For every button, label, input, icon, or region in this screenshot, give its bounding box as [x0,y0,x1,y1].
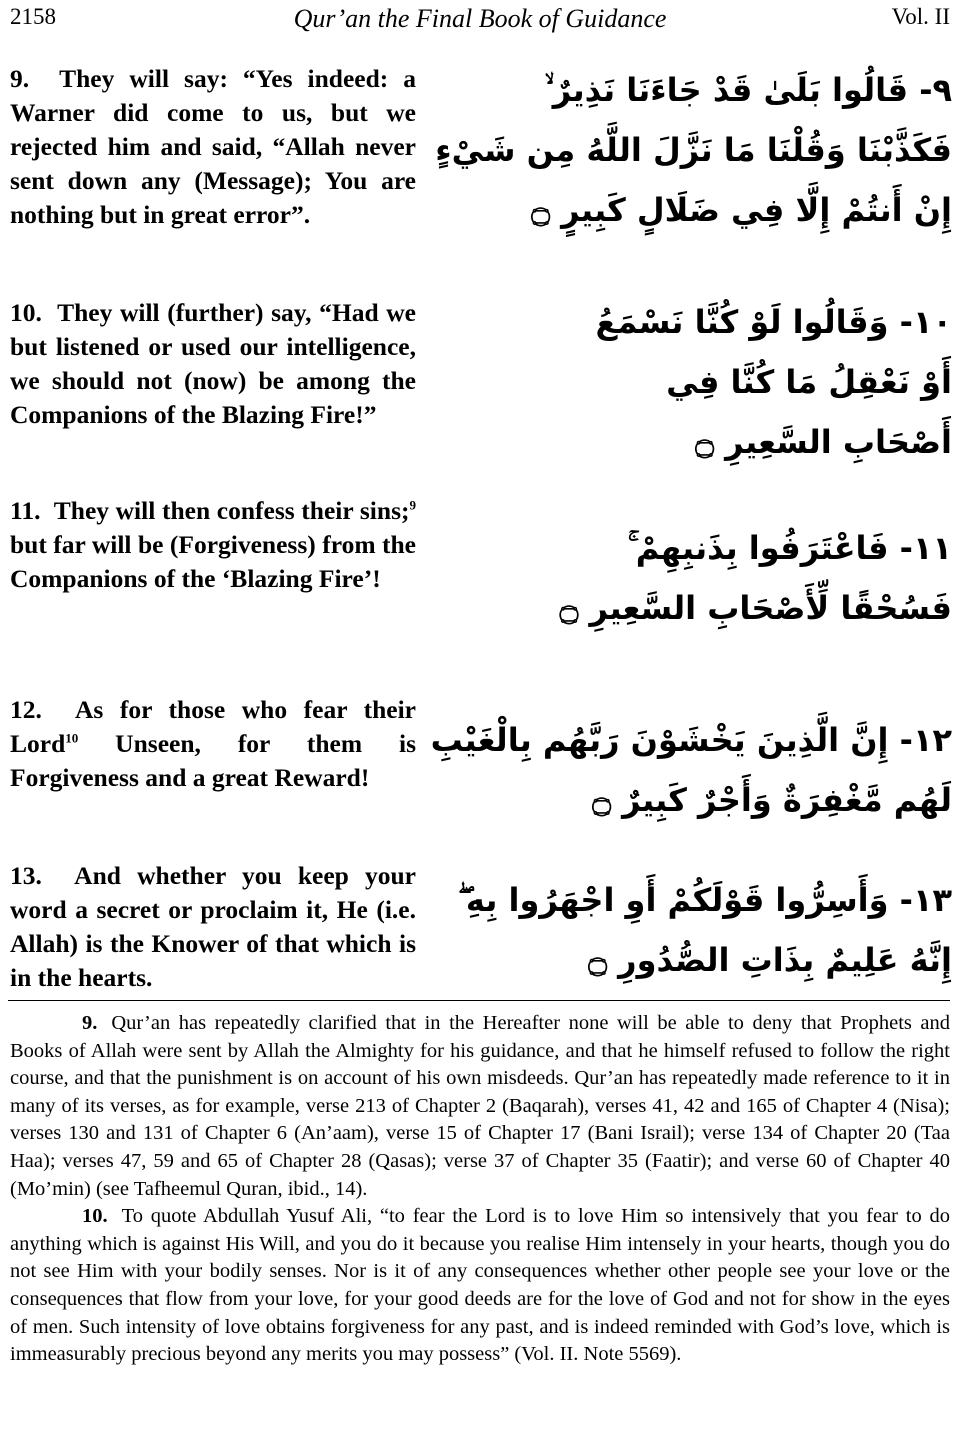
verse-text: They will (further) say, “Had we but listened or used our intelligence, we should not (now) be among the Companions of the Blazing Fire!” [10,298,416,429]
arabic-line: فَسُحْقًا لِّأَصْحَابِ السَّعِيرِ ۝ [559,589,952,627]
verse-number: 12. [10,695,42,724]
footnote-ref-9[interactable]: 9 [409,497,416,513]
footnote-number: 10. [82,1205,108,1228]
footnote-divider [8,1000,950,1001]
verse-text-cont: Unseen, for them is Forgiveness and a great Reward! [10,729,416,792]
arabic-line: أَصْحَابِ السَّعِيرِ ۝ [695,423,952,461]
verse-13-arabic [457,870,952,990]
verse-number: 13. [10,861,42,890]
arabic-line: ١٣- وَأَسِرُّوا قَوْلَكُمْ أَوِ اجْهَرُوا بِهِ ۖ [457,881,952,919]
verse-12-translation [10,693,416,795]
footnote-number: 9. [82,1012,98,1034]
page-header [10,4,950,36]
arabic-line: ٩- قَالُوا بَلَىٰ قَدْ جَاءَنَا نَذِيرٌ ۙ [544,71,952,109]
arabic-line: أَوْ نَعْقِلُ مَا كُنَّا فِي [666,363,952,401]
verse-number: 11. [10,496,41,525]
verse-10-translation [10,296,416,432]
book-title: Qur’an the Final Book of Guidance [293,4,667,33]
arabic-line: لَهُم مَّغْفِرَةٌ وَأَجْرٌ كَبِيرٌ ۝ [592,781,952,819]
verse-text: And whether you keep your word a secret or proclaim it, He (i.e. Allah) is the Knower of that which is in the hearts. [10,861,416,992]
arabic-line: إِنْ أَنتُمْ إِلَّا فِي ضَلَالٍ كَبِيرٍ ۝ [531,191,952,229]
verse-number: 10. [10,298,42,327]
verse-text: They will say: “Yes indeed: a Warner did come to us, but we rejected him and said, “Allah never sent down any (Message); You are nothing but in great error”. [10,64,416,229]
arabic-line: فَكَذَّبْنَا وَقُلْنَا مَا نَزَّلَ اللَّهُ مِن شَيْءٍ [435,131,952,169]
verse-text: As for those who fear their Lord [10,695,417,758]
footnotes [10,1010,950,1369]
footnote-text: To quote Abdullah Yusuf Ali, “to fear the Lord is to love Him so intensively that you fear to do anything which is against His Will, and you do it because you realise Him intensely in your hearts, though you do not see Him with your bodily senses. Nor is it of any consequences whether other people see your love or the consequences that flow from your love, for your good deeds are for the love of God and not for show in the eyes of men. Such intensity of love obtains forgiveness for any past, and is indeed reminded with God’s love, which is immeasurably precious beyond any merits you may possess” (Vol. II. Note 5569). [10,1205,950,1366]
verse-11-arabic [532,518,952,638]
footnote-ref-10[interactable]: 10 [65,730,79,746]
verse-12-arabic [430,710,952,830]
arabic-line: ١١- فَاعْتَرَفُوا بِذَنبِهِمْ ۚ [627,529,952,567]
footnote-text: Qur’an has repeatedly clarified that in the Hereafter none will be able to deny that Prophets and Books of Allah were sent by Allah the Almighty for his guidance, and that he himself refused to follow the right course, and that the punishment is on account of his own misdeeds. Qur’an has repeatedly made reference to it in many of its verses, as for example, verse 213 of Chapter 2 (Baqarah), verses 41, 42 and 165 of Chapter 4 (Nisa); verses 130 and 131 of Chapter 6 (An’aam), verse 15 of Chapter 17 (Bani Israil); verse 134 of Chapter 20 (Taa Haa); verses 47, 59 and 65 of Chapter 28 (Qasas); verse 37 of Chapter 35 (Faatir); and verse 60 of Chapter 40 (Mo’min) (see Tafheemul Quran, ibid., 14). [10,1012,950,1200]
arabic-line: ١٠- وَقَالُوا لَوْ كُنَّا نَسْمَعُ [595,303,952,341]
verse-text: They will then confess their sins; [53,496,410,525]
volume-label: Vol. II [891,4,950,29]
footnote-9 [10,1010,950,1203]
arabic-line: ١٢- إِنَّ الَّذِينَ يَخْشَوْنَ رَبَّهُم بِالْغَيْبِ [430,721,952,759]
verse-13-translation [10,859,416,995]
verse-9-arabic [435,60,952,240]
verse-text-cont: but far will be (Forgiveness) from the Companions of the ‘Blazing Fire’! [10,530,416,593]
page-number: 2158 [10,4,56,29]
verse-9-translation [10,62,416,232]
verse-11-translation [10,494,416,596]
footnote-10 [10,1203,950,1369]
verse-10-arabic [532,292,952,472]
arabic-line: إِنَّهُ عَلِيمٌ بِذَاتِ الصُّدُورِ ۝ [588,941,952,979]
verse-number: 9. [10,64,30,93]
